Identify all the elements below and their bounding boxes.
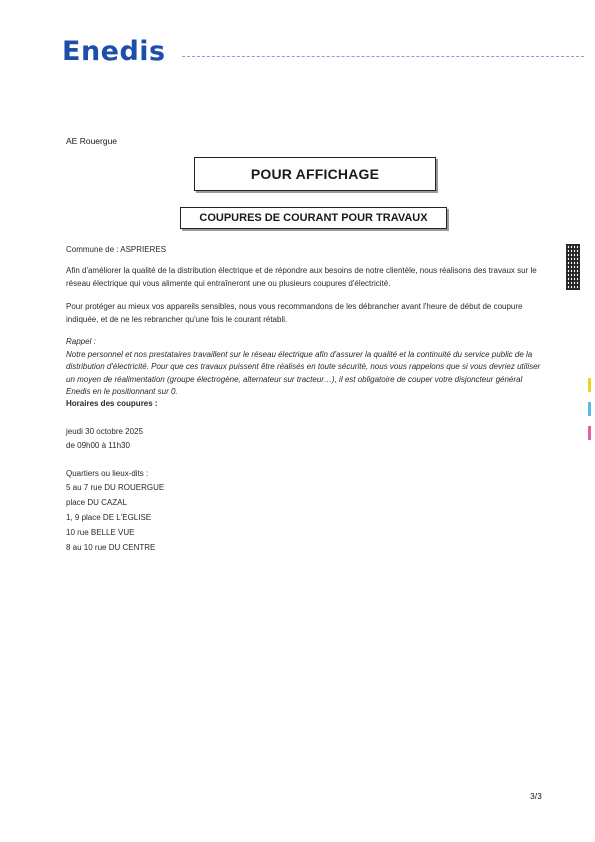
datamatrix-code bbox=[566, 244, 580, 290]
page-number: 3/3 bbox=[530, 791, 542, 801]
quartier-item: 10 rue BELLE VUE bbox=[66, 528, 135, 537]
intro-paragraph: Afin d'améliorer la qualité de la distribution électrique et de répondre aux besoins de notre clientèle, nous réalisons des travaux sur le réseau électrique qui vous alimente qui entraîneront une ou plusieurs coupures d'électricité. bbox=[66, 266, 537, 288]
title-box bbox=[194, 157, 436, 191]
horaires-date: jeudi 30 octobre 2025 bbox=[66, 427, 143, 436]
commune-line: Commune de : ASPRIERES bbox=[66, 245, 167, 254]
quartier-item: 1, 9 place DE L'EGLISE bbox=[66, 513, 152, 522]
quartier-item: 8 au 10 rue DU CENTRE bbox=[66, 543, 156, 552]
print-registration-mark bbox=[588, 426, 591, 440]
horaires-heading: Horaires des coupures : bbox=[66, 399, 158, 408]
rappel-heading: Rappel : bbox=[66, 337, 96, 346]
horaires-time: de 09h00 à 11h30 bbox=[66, 441, 130, 450]
quartier-item: place DU CAZAL bbox=[66, 498, 127, 507]
document-title: POUR AFFICHAGE bbox=[250, 166, 380, 182]
document-subtitle: COUPURES DE COURANT POUR TRAVAUX bbox=[199, 212, 428, 224]
advice-paragraph: Pour protéger au mieux vos appareils sensibles, nous vous recommandons de les débrancher avant l'heure de début de coupure indiquée, et de ne les rebrancher qu'une fois le courant rétabli. bbox=[66, 302, 523, 324]
quartier-item: 5 au 7 rue DU ROUERGUE bbox=[66, 483, 165, 492]
sender-label: AE Rouergue bbox=[66, 136, 118, 146]
rappel-block bbox=[66, 336, 544, 399]
rappel-text: Notre personnel et nos prestataires travaillent sur le réseau électrique afin d'assurer la qualité et la continuité du service public de la distribution d'électricité. Pour que ces travaux puissent être réalisés en toute sécurité, nous vous rappelons que si vous devriez utiliser un moyen de réalimentation (groupe électrogène, alternateur sur tracteur…), il est obligatoire de couper votre disjoncteur général Enedis en le positionnant sur 0. bbox=[66, 349, 541, 396]
print-registration-mark bbox=[588, 378, 591, 392]
enedis-logo: Enedis bbox=[62, 36, 166, 67]
subtitle-box bbox=[180, 207, 447, 229]
header-rule bbox=[182, 56, 584, 57]
quartiers-heading: Quartiers ou lieux-dits : bbox=[66, 469, 149, 478]
print-registration-mark bbox=[588, 402, 591, 416]
